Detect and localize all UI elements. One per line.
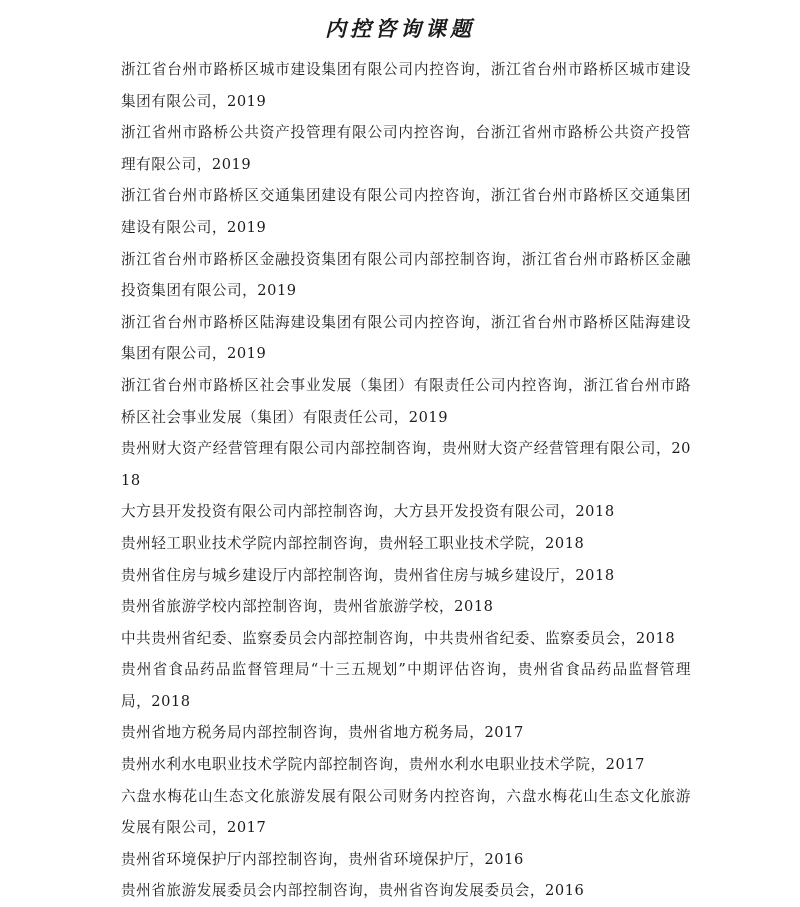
project-list <box>121 54 691 907</box>
project-entry: 浙江省台州市路桥区金融投资集团有限公司内部控制咨询，浙江省台州市路桥区金融投资集团有限公司，2019 <box>121 250 691 300</box>
project-entry: 浙江省州市路桥公共资产投管理有限公司内控咨询，台浙江省州市路桥公共资产投管理有限公司，2019 <box>121 124 691 173</box>
project-entry: 浙江省台州市路桥区社会事业发展（集团）有限责任公司内控咨询，浙江省台州市路桥区社会事业发展（集团）有限责任公司，2019 <box>121 376 691 426</box>
project-entry: 贵州财大资产经营管理有限公司内部控制咨询，贵州财大资产经营管理有限公司，2018 <box>121 440 691 489</box>
project-entry: 贵州水利水电职业技术学院内部控制咨询，贵州水利水电职业技术学院，2017 <box>121 756 645 774</box>
project-entry: 贵州省地方税务局内部控制咨询，贵州省地方税务局，2017 <box>121 724 524 742</box>
project-entry: 大方县开发投资有限公司内部控制咨询，大方县开发投资有限公司，2018 <box>121 503 615 521</box>
project-entry: 贵州省住房与城乡建设厅内部控制咨询，贵州省住房与城乡建设厅，2018 <box>121 566 615 584</box>
project-entry: 浙江省台州市路桥区陆海建设集团有限公司内控咨询，浙江省台州市路桥区陆海建设集团有限公司，2019 <box>121 313 691 363</box>
project-entry: 浙江省台州市路桥区交通集团建设有限公司内控咨询，浙江省台州市路桥区交通集团建设有限公司，2019 <box>121 187 691 236</box>
project-entry: 中共贵州省纪委、监察委员会内部控制咨询，中共贵州省纪委、监察委员会，2018 <box>121 629 676 647</box>
project-entry: 贵州省旅游发展委员会内部控制咨询，贵州省咨询发展委员会，2016 <box>121 882 585 900</box>
project-entry: 贵州省旅游学校内部控制咨询，贵州省旅游学校，2018 <box>121 598 494 616</box>
document-title: 内控咨询课题 <box>325 16 475 41</box>
project-entry: 六盘水梅花山生态文化旅游发展有限公司财务内控咨询，六盘水梅花山生态文化旅游发展有限公司，2017 <box>121 787 691 837</box>
project-entry: 贵州省食品药品监督管理局“十三五规划”中期评估咨询，贵州省食品药品监督管理局，2018 <box>121 661 691 710</box>
project-entry: 贵州轻工职业技术学院内部控制咨询，贵州轻工职业技术学院，2018 <box>121 534 585 552</box>
project-entry: 浙江省台州市路桥区城市建设集团有限公司内控咨询，浙江省台州市路桥区城市建设集团有限公司，2019 <box>121 61 691 110</box>
project-entry: 贵州省环境保护厅内部控制咨询，贵州省环境保护厅，2016 <box>121 850 524 868</box>
